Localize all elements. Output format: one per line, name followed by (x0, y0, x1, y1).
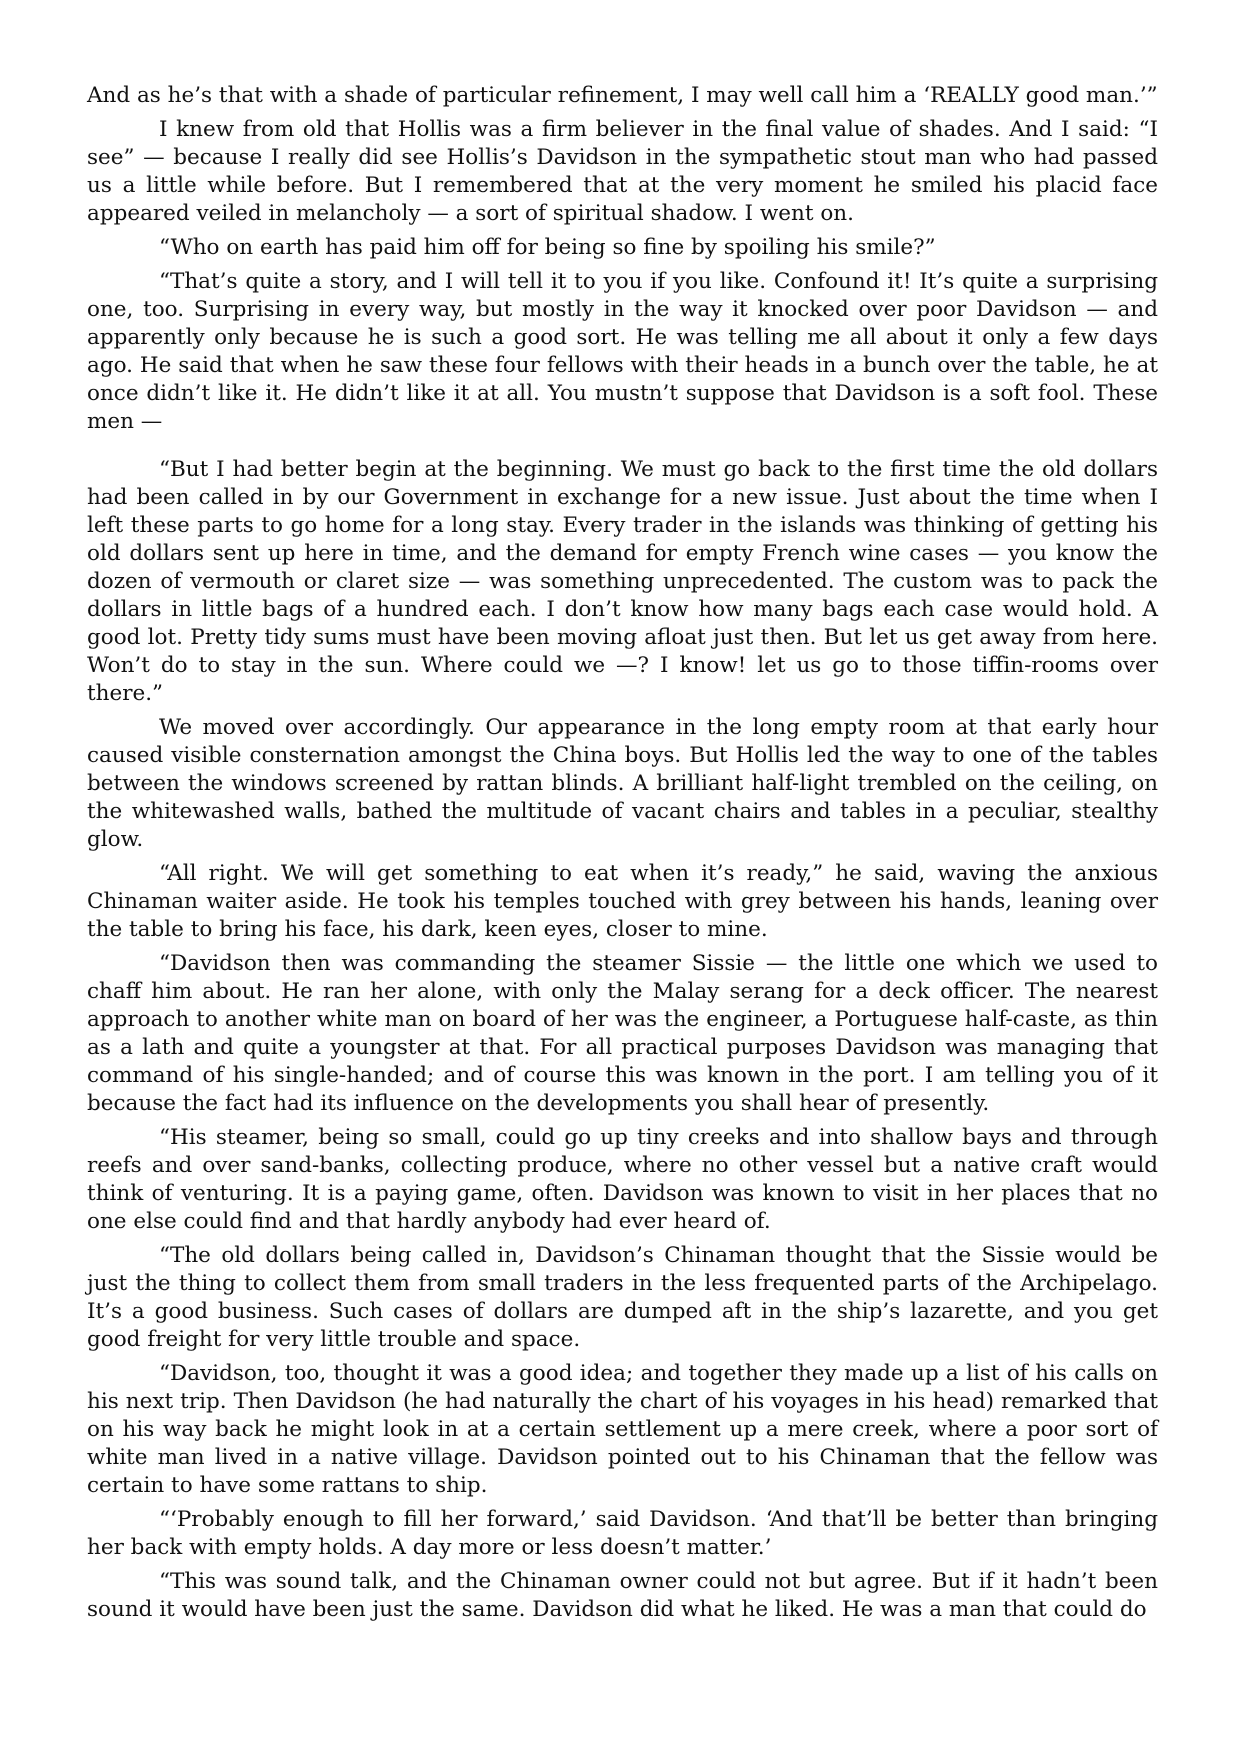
paragraph-9: “His steamer, being so small, could go up tiny creeks and into shallow bays and through reefs and over sand-banks, collecting produce, where no other vessel but a native craft would think of venturing. It is a paying game, often. Davidson was known to visit in her places that no one else could find and that hardly anybody had ever heard of. (87, 1125, 1158, 1234)
paragraph-6: We moved over accordingly. Our appearance in the long empty room at that early hour caused visible consternation amongst the China boys. But Hollis led the way to one of the tables between the windows screened by rattan blinds. A brilliant half-light trembled on the ceiling, on the whitewashed walls, bathed the multitude of vacant chairs and tables in a peculiar, stealthy glow. (87, 715, 1158, 852)
paragraph-13: “This was sound talk, and the Chinaman owner could not but agree. But if it hadn’t been sound it would have been just the same. Davidson did what he liked. He was a man that could do (87, 1569, 1158, 1622)
paragraph-7: “All right. We will get something to eat when it’s ready,” he said, waving the anxious Chinaman waiter aside. He took his temples touched with grey between his hands, leaning over the table to bring his face, his dark, keen eyes, closer to mine. (87, 861, 1158, 942)
paragraph-12: “‘Probably enough to fill her forward,’ said Davidson. ‘And that’ll be better than bringing her back with empty holds. A day more or less doesn’t matter.’ (87, 1507, 1158, 1560)
book-page (87, 82, 1158, 1630)
paragraph-8: “Davidson then was commanding the steamer Sissie — the little one which we used to chaff him about. He ran her alone, with only the Malay serang for a deck officer. The nearest approach to another white man on board of her was the engineer, a Portuguese half-caste, as thin as a lath and quite a youngster at that. For all practical purposes Davidson was managing that command of his single-handed; and of course this was known in the port. I am telling you of it because the fact had its influence on the developments you shall hear of presently. (87, 951, 1158, 1116)
paragraph-2: I knew from old that Hollis was a firm believer in the final value of shades. And I said: “I see” — because I really did see Hollis’s Davidson in the sympathetic stout man who had passed us a little while before. But I remembered that at the very moment he smiled his placid face appeared veiled in melancholy — a sort of spiritual shadow. I went on. (87, 117, 1158, 226)
paragraph-1: And as he’s that with a shade of particular refinement, I may well call him a ‘REALLY good man.’” (87, 83, 1158, 108)
paragraph-3: “Who on earth has paid him off for being so fine by spoiling his smile?” (159, 235, 936, 260)
paragraph-11: “Davidson, too, thought it was a good idea; and together they made up a list of his calls on his next trip. Then Davidson (he had naturally the chart of his voyages in his head) remarked that on his way back he might look in at a certain settlement up a mere creek, where a poor sort of white man lived in a native village. Davidson pointed out to his Chinaman that the fellow was certain to have some rattans to ship. (87, 1361, 1158, 1498)
paragraph-10: “The old dollars being called in, Davidson’s Chinaman thought that the Sissie would be just the thing to collect them from small traders in the less frequented parts of the Archipelago. It’s a good business. Such cases of dollars are dumped aft in the ship’s lazarette, and you get good freight for very little trouble and space. (87, 1243, 1158, 1352)
paragraph-5: “But I had better begin at the beginning. We must go back to the first time the old dollars had been called in by our Government in exchange for a new issue. Just about the time when I left these parts to go home for a long stay. Every trader in the islands was thinking of getting his old dollars sent up here in time, and the demand for empty French wine cases — you know the dozen of vermouth or claret size — was something unprecedented. The custom was to pack the dollars in little bags of a hundred each. I don’t know how many bags each case would hold. A good lot. Pretty tidy sums must have been moving afloat just then. But let us get away from here. Won’t do to stay in the sun. Where could we —? I know! let us go to those tiffin-rooms over there.” (87, 457, 1158, 706)
paragraph-4: “That’s quite a story, and I will tell it to you if you like. Confound it! It’s quite a surprising one, too. Surprising in every way, but mostly in the way it knocked over poor Davidson — and apparently only because he is such a good sort. He was telling me all about it only a few days ago. He said that when he saw these four fellows with their heads in a bunch over the table, he at once didn’t like it. He didn’t like it at all. You mustn’t suppose that Davidson is a soft fool. These men — (87, 269, 1158, 434)
